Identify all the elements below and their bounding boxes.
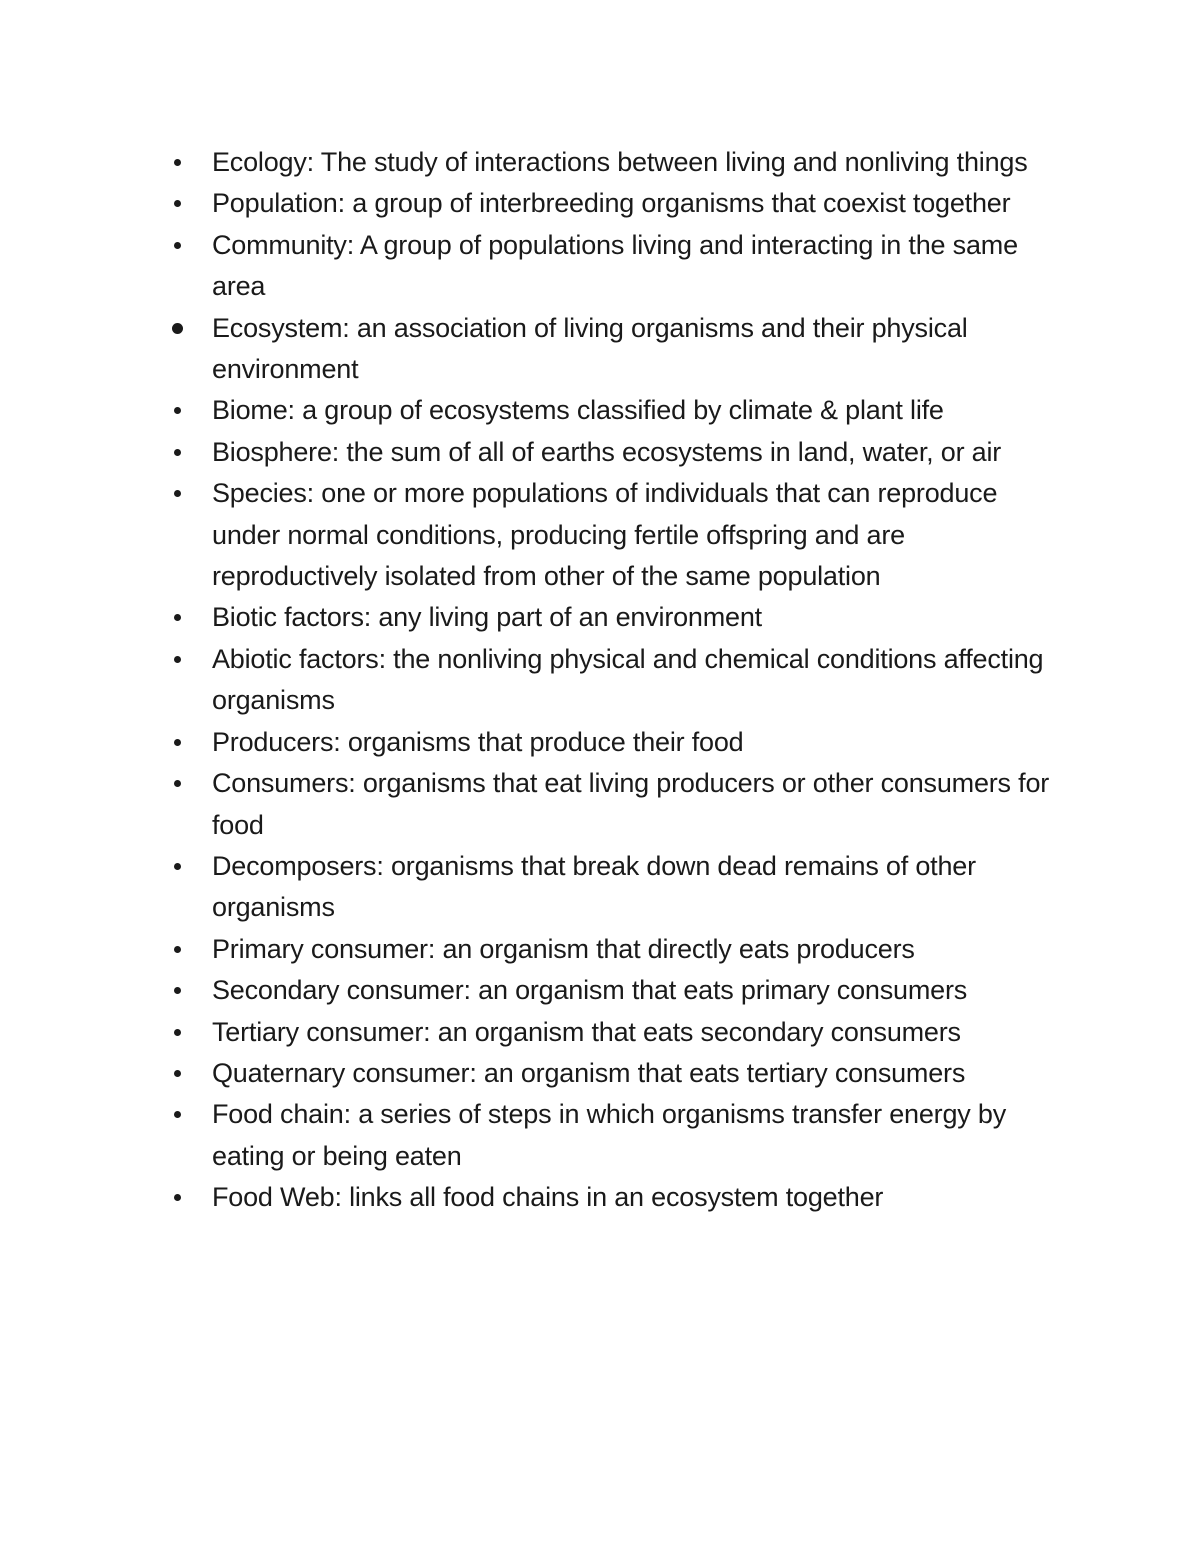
list-item — [172, 225, 1052, 308]
definition-text: Ecology: The study of interactions between living and nonliving things — [212, 147, 1028, 177]
bullet-icon — [172, 323, 183, 334]
bullet-icon — [174, 1194, 181, 1201]
bullet-icon — [174, 1029, 181, 1036]
definition-text: Biome: a group of ecosystems classified by climate & plant life — [212, 395, 944, 426]
definition-text: Primary consumer: an organism that directly eats producers — [212, 933, 915, 964]
definition-text: Decomposers: organisms that break down dead remains of other organisms — [212, 850, 976, 923]
bullet-icon — [174, 863, 181, 870]
bullet-icon — [174, 159, 181, 166]
bullet-icon — [174, 407, 181, 414]
bullet-icon — [174, 449, 181, 456]
bullet-icon — [174, 656, 181, 663]
definition-text: Population: a group of interbreeding organisms that coexist together — [212, 188, 1011, 219]
definition-text: Tertiary consumer: an organism that eats secondary consumers — [212, 1016, 961, 1047]
definition-text: Species: one or more populations of individuals that can reproduce under normal conditions, producing fertile offspring and are reproductively isolated from other of the same population — [212, 478, 998, 592]
list-item — [172, 183, 1052, 224]
definition-text: Abiotic factors: the nonliving physical and chemical conditions affecting organisms — [212, 643, 1044, 716]
definition-text: Biotic factors: any living part of an environment — [212, 602, 762, 633]
list-item — [172, 473, 1052, 597]
list-item — [172, 1053, 1052, 1094]
list-item — [172, 722, 1052, 763]
list-item — [172, 970, 1052, 1011]
bullet-icon — [174, 946, 181, 953]
bullet-icon — [174, 739, 181, 746]
list-item — [172, 432, 1052, 473]
bullet-icon — [174, 780, 181, 787]
definition-text: Ecosystem: an association of living organisms and their physical environment — [212, 312, 968, 385]
list-item — [172, 846, 1052, 929]
list-item — [172, 390, 1052, 431]
definition-text: Producers: organisms that produce their food — [212, 726, 744, 757]
bullet-icon — [174, 242, 181, 249]
definition-text: Food chain: a series of steps in which organisms transfer energy by eating or being eaten — [212, 1099, 1006, 1171]
bullet-icon — [174, 987, 181, 994]
list-item — [172, 763, 1052, 846]
bullet-icon — [174, 490, 181, 497]
definition-text: Community: A group of populations living and interacting in the same area — [212, 229, 1018, 302]
definition-list — [172, 142, 1052, 1219]
list-item — [172, 597, 1052, 638]
list-item — [172, 1177, 1052, 1218]
bullet-icon — [174, 1070, 181, 1077]
definition-text: Secondary consumer: an organism that eats primary consumers — [212, 975, 968, 1006]
list-item — [172, 639, 1052, 722]
definition-text: Food Web: links all food chains in an ecosystem together — [212, 1182, 884, 1213]
list-item — [172, 1094, 1052, 1177]
bullet-icon — [174, 614, 181, 621]
list-item — [172, 308, 1052, 391]
definition-text: Quaternary consumer: an organism that eats tertiary consumers — [212, 1057, 966, 1088]
definition-text: Biosphere: the sum of all of earths ecosystems in land, water, or air — [212, 436, 1002, 467]
bullet-icon — [174, 200, 181, 207]
list-item — [172, 929, 1052, 970]
list-item — [172, 1012, 1052, 1053]
definition-text: Consumers: organisms that eat living producers or other consumers for food — [212, 768, 1050, 840]
list-item — [172, 142, 1052, 183]
bullet-icon — [174, 1111, 181, 1118]
